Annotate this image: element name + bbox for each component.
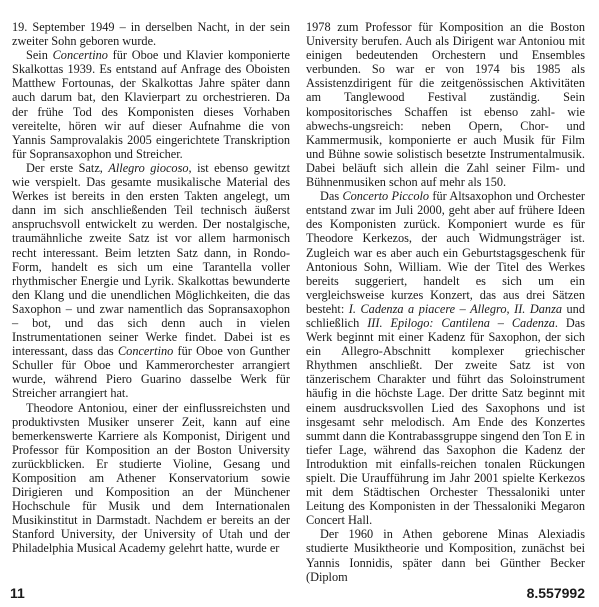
paragraph: Der 1960 in Athen geborene Minas Alexiadis studierte Musiktheorie und Komposition, zunächst bei Yannis Ionnidis, später dann bei Günther Becker (Diplom [306, 527, 585, 584]
paragraph: Der erste Satz, Allegro giocoso, ist ebenso gewitzt wie verspielt. Das gesamte musikalische Material des Werkes ist bereits in den ersten Takten angelegt, um dann im sich anschließenden Teil technisch äußerst anspruchsvoll entwickelt zu werden. Der nostalgische, traumähnliche zweite Satz ist vor allem harmonisch recht interessant. Beim letzten Satz dann, in Rondo-Form, handelt es sich um eine Tarantella voller rhythmischer Energie und Lyrik. Skalkottas bewunderte den Klang und die unendlichen Möglichkeiten, die das Saxophon – und zwar namentlich das Sopransaxophon – bot, und das sich denn auch in vielen Instrumentationen seiner Werke findet. Dabei ist es interessant, dass das Concertino für Oboe von Gunther Schuller für Oboe und Kammerorchester arrangiert wurde, während Piero Guarino dasselbe Werk für Streicher arrangiert hat. [12, 160, 291, 401]
paragraph: 1978 zum Professor für Komposition an die Boston University berufen. Auch als Dirigent war Antoniou mit einigen bedeutenden Orchestern und Ensembles verbunden. So war er von 1974 bis 1985 als Assistenzdirigent für die zeitgenössischen Aktivitäten am Tanglewood Festival zuständig. Sein kompositorisches Schaffen ist ebenso zahl- wie abwechs-ungsreich: neben Opern, Chor- und Kammermusik, komponierte er auch Musik für Film und Bühne sowie solistisch besetzte Instrumentalmusik. Dabei beläuft sich allein die Zahl seiner Film- und Bühnenmusiken schon auf mehr als 150. [306, 20, 585, 190]
italic-title: Concerto Piccolo [342, 189, 430, 204]
paragraph: Theodore Antoniou, einer der einflussreichsten und produktivsten Musiker unserer Zeit, kann auf eine bemerkenswerte Karriere als Komponist, Dirigent und Professor für Komposition an der Boston University zurückblicken. Er studierte Violine, Gesang und Komposition am Athener Konservatorium sowie Dirigieren und Komposition an der Münchener Hochschule für Musik und dem Internationalen Musikinstitut in Darmstadt. Nachdem er bereits an der Stanford University, der University of Utah und der Philadelphia Musical Academy gelehrt hatte, wurde er [12, 400, 290, 556]
page-number: 11 [10, 585, 25, 601]
left-text-column [12, 20, 290, 556]
paragraph: Das Concerto Piccolo für Altsaxophon und Orchester entstand zwar im Juli 2000, geht aber auf frühere Ideen des Komponisten zurück. Komponiert wurde es für Theodore Kerkezos, der auch Widmungsträger ist. Zugleich war es aber auch ein Geburtstagsgeschenk für Antonious Sohn, William. Wie der Titel des Werkes bereits suggeriert, handelt es sich um ein vergleichsweise kurzes Konzert, das aus drei Sätzen besteht: I. Cadenza a piacere – Allegro, II. Danza und schließlich III. Epilogo: Cantilena – Cadenza. Das Werk beginnt mit einer Kadenz für Saxophon, der sich ein Allegro-Abschnitt komplexer griechischer Rhythmen anschließt. Der zweite Satz ist von tänzerischem Charakter und führt das Soloinstrument häufig in die höchste Lage. Der dritte Satz beginnt mit einem ausdrucksvollen Lied des Saxophons und ist insgesamt sehr melodisch. Am Ende des Konzertes summt dann die Kontrabassgruppe singend den Ton E in tiefer Lage, während das Saxophon die Kadenz der Introduktion mit einfalls-reichen tonalen Rückungen spielt. Die Uraufführung im Jahr 2001 spielte Kerkezos mit dem Städtischen Orchester Thessaloniki unter Leitung des Komponisten in der Thessaloniki Megaron Concert Hall. [306, 189, 586, 528]
paragraph: 19. September 1949 – in derselben Nacht, in der sein zweiter Sohn geboren wurde. [12, 20, 290, 49]
page-footer [10, 585, 585, 603]
paragraph: Sein Concertino für Oboe und Klavier komponierte Skalkottas 1939. Es entstand auf Anfrage des Oboisten Matthew Fortounas, der Skalkottas Jahre später dann auch darum bat, den Klavierpart zu orchestrieren. Da der frühe Tod des Komponisten dieses Vorhaben vereitelte, hören wir auf dieser Aufnahme die von Yannis Samprovalakis 2005 eingerichtete Transkription für Sopransaxophon und Streicher. [12, 48, 290, 161]
right-text-column [306, 20, 585, 584]
italic-title: Concertino [117, 344, 174, 359]
italic-title: III. Epilogo: Cantilena – Cadenza [367, 315, 555, 330]
italic-title: Concertino [52, 48, 108, 63]
catalog-number: 8.557992 [526, 585, 585, 601]
italic-title: Allegro giocoso [108, 160, 189, 175]
italic-title: I. Cadenza a piacere – Allegro, II. Danza [348, 301, 563, 316]
